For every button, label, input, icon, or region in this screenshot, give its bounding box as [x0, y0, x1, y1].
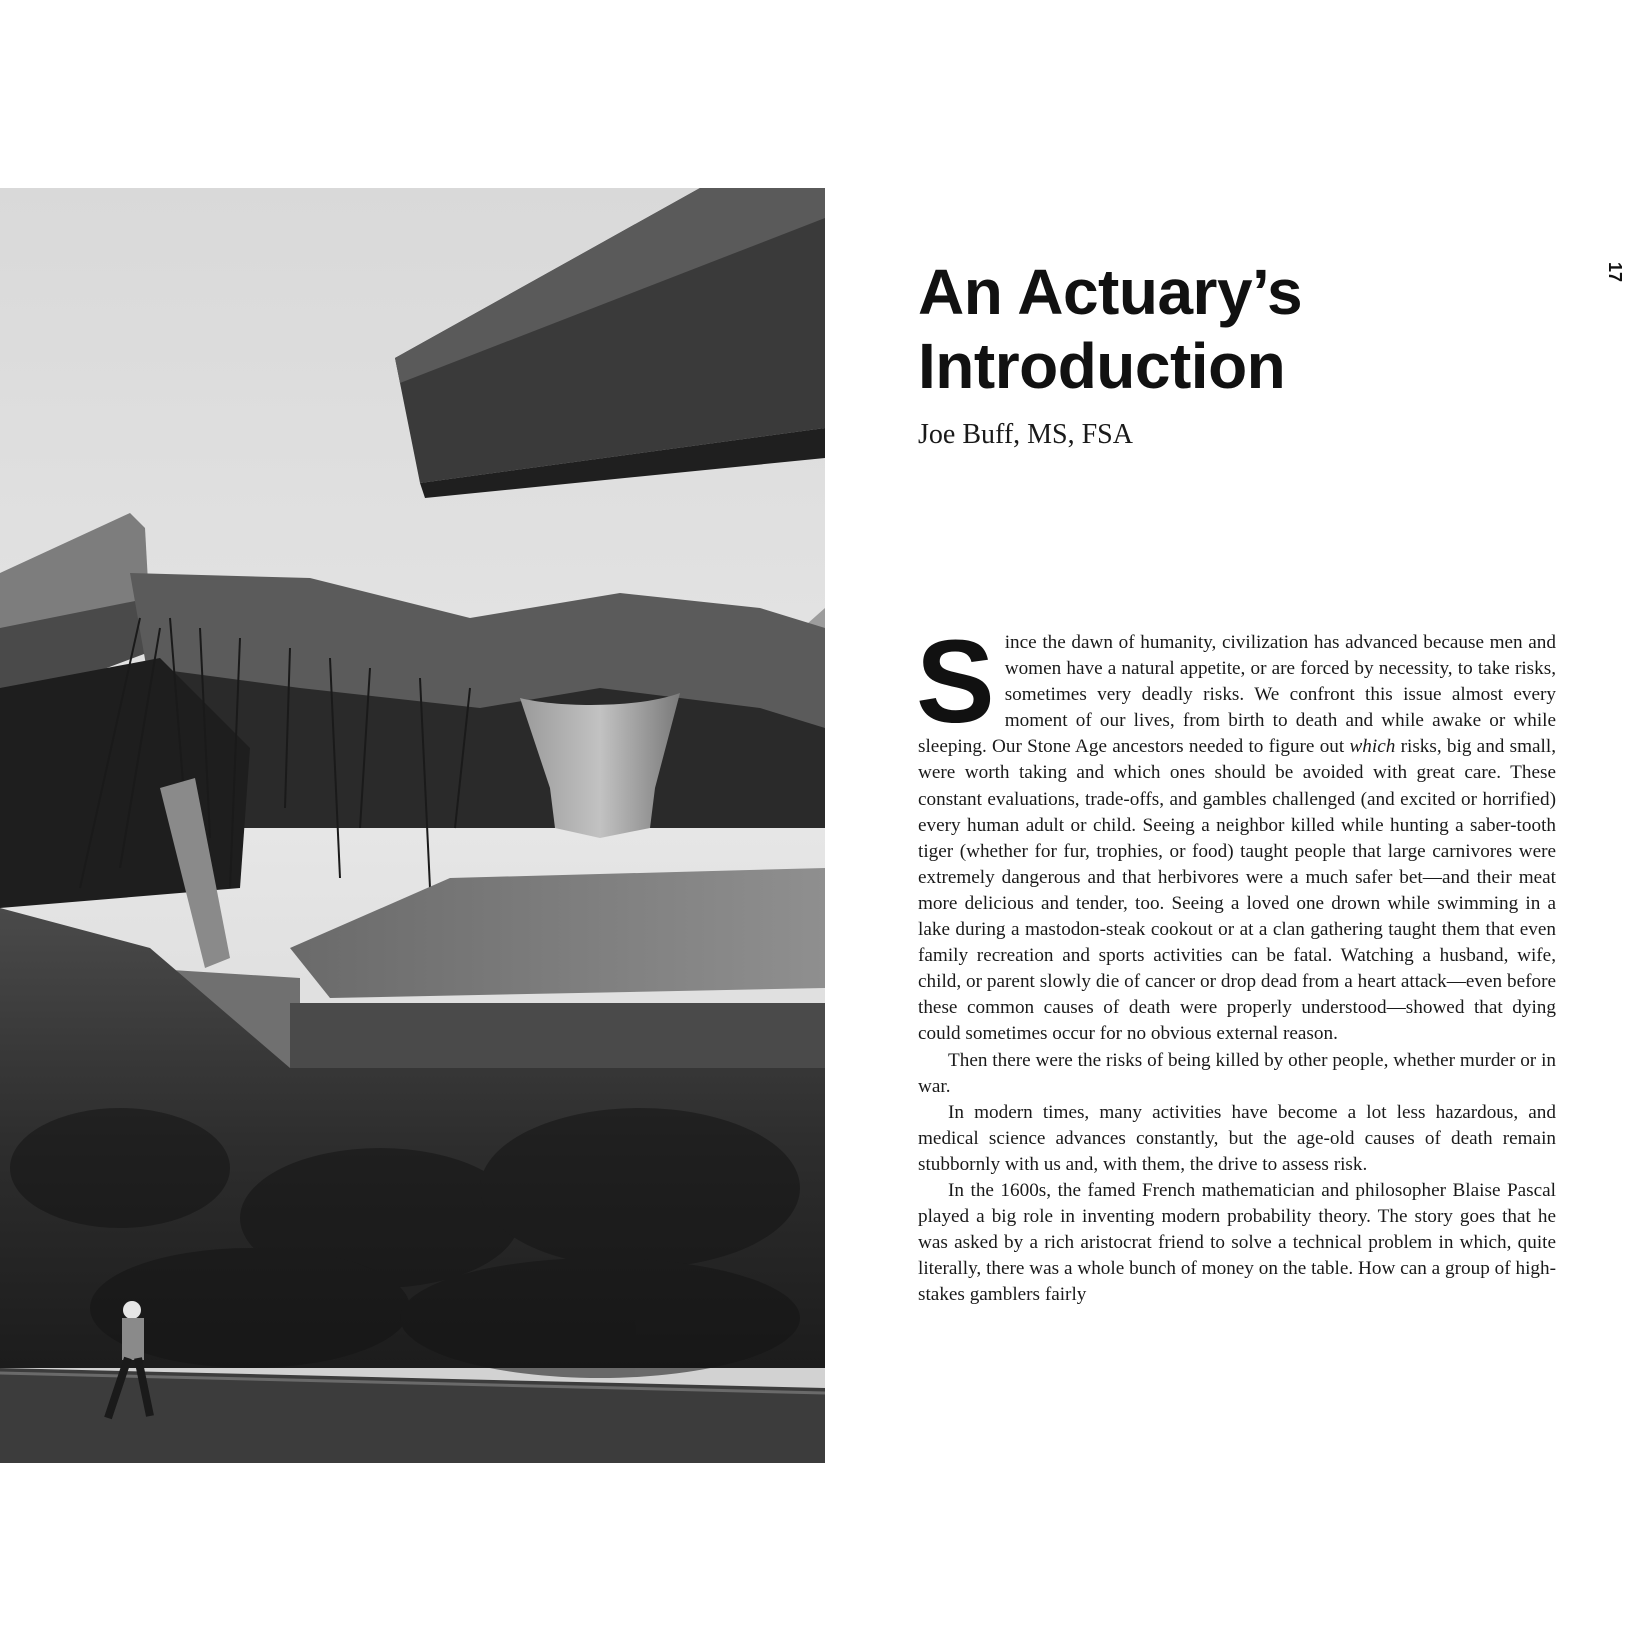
body-paragraph — [916, 616, 1557, 1048]
article-author: Joe Buff, MS, FSA — [918, 419, 1133, 450]
paragraph-text: risks, big and small, were worth taking and which ones should be avoided with great care. These constant evaluations, trade-offs, and gambles challenged (and excited or horrified) every human adult or child. Seeing a neighbor killed while hunting a saber-tooth tiger (whether for fur, trophies, or food) taught people that large carnivores were extremely dangerous and that herbivores were a much safer bet—and their meat more delicious and tender, too. Seeing a loved one drown while swimming in a lake during a mastodon-steak cookout or at a clan gathering taught them that even family recreation and sports activities can be fatal. Watching a husband, wife, child, or parent slowly die of cancer or drop dead from a heart attack—even before these common causes of death were properly understood—showed that dying could sometimes occur for no obvious external reason. — [918, 736, 1557, 1045]
drop-cap: S — [916, 616, 995, 748]
article-title: An Actuary’s Introduction — [918, 256, 1303, 402]
body-paragraph: In modern times, many activities have become a lot less hazardous, and medical science advances constantly, but the age-old causes of death remain stubbornly with us and, with them, the drive to assess risk. — [918, 1101, 1556, 1175]
article-body — [916, 616, 1557, 1308]
emphasized-word: which — [1349, 736, 1396, 758]
body-paragraph: In the 1600s, the famed French mathematician and philosopher Blaise Pascal played a big role in inventing modern probability theory. The story goes that he was asked by a rich aristocrat friend to solve a technical problem in which, quite literally, there was a whole bunch of money on the table. How can a group of high-stakes gamblers fairly — [918, 1179, 1556, 1306]
collapsed-overpass-photo — [0, 188, 825, 1463]
page-number: 17 — [1605, 261, 1626, 283]
paragraph-text: ince the dawn of humanity, civilization has advanced because men and women have a natural appetite, or are forced by necessity, to take risks, sometimes very deadly risks. We confront this issue almost every moment of our lives, from birth to death and while awake or while sleeping. Our Stone Age ancestors needed to figure out — [918, 632, 1556, 758]
body-paragraph: Then there were the risks of being killed by other people, whether murder or in war. — [918, 1049, 1556, 1097]
